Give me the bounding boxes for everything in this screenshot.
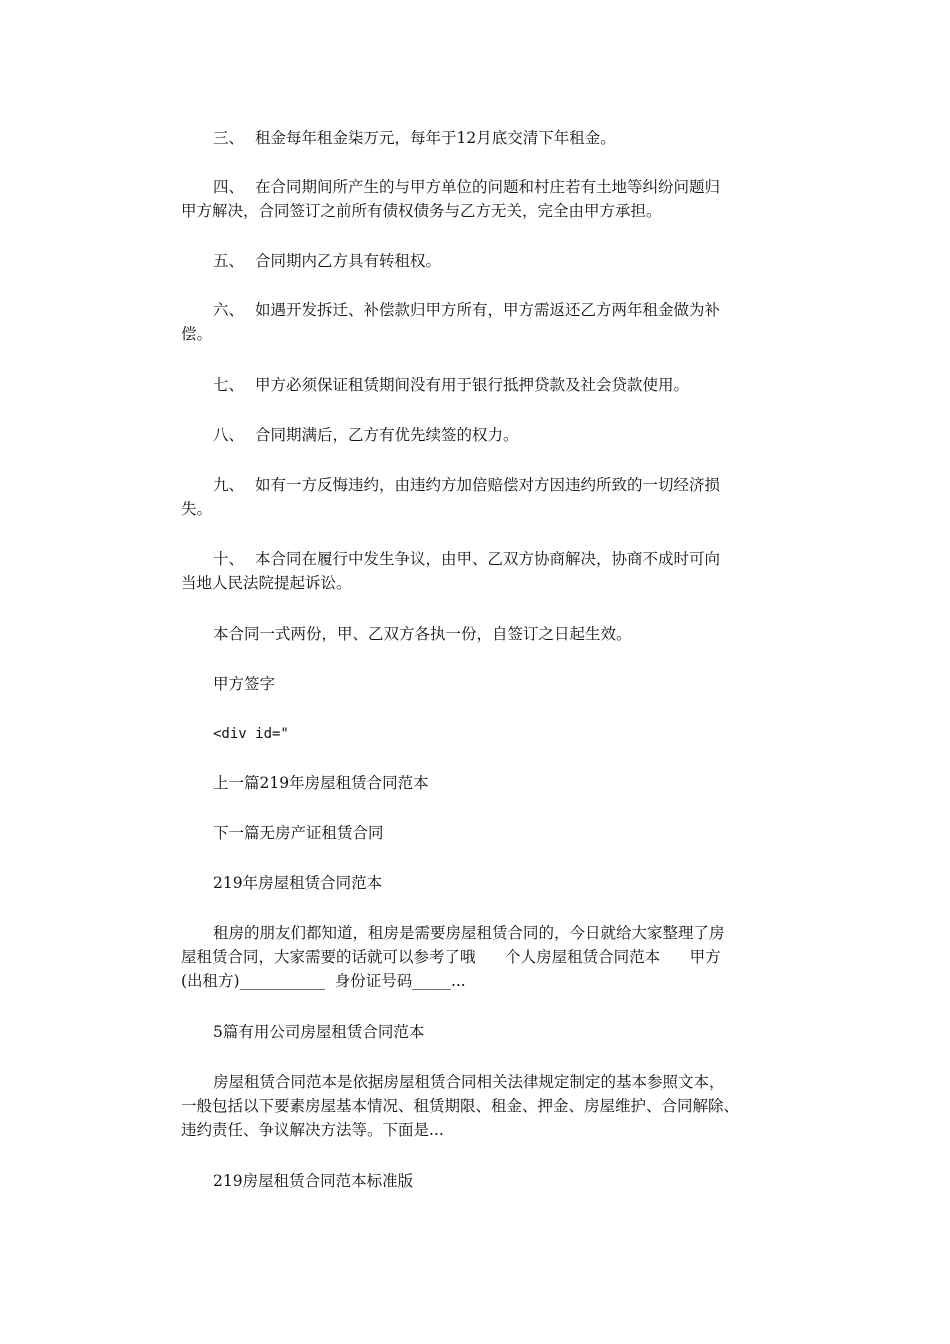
clause-text: 如有一方反悔违约，由违约方加倍赔偿对方因违约所致的一切经济损 [255, 476, 721, 494]
clause-10 [181, 547, 781, 595]
summary-line: 屋租赁合同，大家需要的话就可以参考了哦 个人房屋租赁合同范本 甲方 [181, 948, 721, 966]
clause-number: 七、 [213, 376, 245, 394]
party-a-signature [181, 672, 781, 696]
related-summary-2 [181, 1070, 781, 1142]
clause-number: 三、 [213, 129, 245, 147]
next-article-link[interactable] [181, 821, 781, 845]
clause-number: 五、 [213, 252, 245, 270]
clause-5 [181, 249, 781, 273]
clause-text: 本合同在履行中发生争议，由甲、乙双方协商解决，协商不成时可向 [255, 550, 721, 568]
summary-line: 房屋租赁合同范本是依据房屋租赁合同相关法律规定制定的基本参照文本， [213, 1073, 725, 1091]
related-title[interactable]: 5篇有用公司房屋租赁合同范本 [213, 1023, 425, 1041]
clause-text: 租金每年租金柒万元，每年于12月底交清下年租金。 [255, 129, 616, 147]
clause-3 [181, 126, 781, 150]
clause-text: 合同期内乙方具有转租权。 [255, 252, 442, 270]
prev-article-link[interactable] [181, 771, 781, 795]
clause-text: 偿。 [181, 325, 213, 343]
clause-number: 六、 [213, 301, 245, 319]
summary-line: (出租方)___________ 身份证号码_____... [181, 972, 466, 990]
clause-number: 四、 [213, 178, 245, 196]
related-title[interactable]: 219年房屋租赁合同范本 [213, 874, 383, 892]
summary-line: 租房的朋友们都知道，租房是需要房屋租赁合同的，今日就给大家整理了房 [213, 924, 725, 942]
clause-text: 在合同期间所产生的与甲方单位的问题和村庄若有土地等纠纷问题归 [255, 178, 721, 196]
related-article-2[interactable] [181, 1020, 781, 1044]
clause-6 [181, 298, 781, 346]
summary-line: 一般包括以下要素房屋基本情况、租赁期限、租金、押金、房屋维护、合同解除、 [181, 1097, 740, 1115]
prev-article-label[interactable]: 上一篇219年房屋租赁合同范本 [213, 774, 429, 792]
clause-8 [181, 423, 781, 447]
copies-text: 本合同一式两份，甲、乙双方各执一份，自签订之日起生效。 [213, 625, 632, 643]
clause-7 [181, 373, 781, 397]
related-article-1[interactable] [181, 871, 781, 895]
clause-9 [181, 473, 781, 521]
clause-4 [181, 175, 781, 223]
summary-line: 违约责任、争议解决方法等。下面是... [181, 1121, 444, 1139]
related-article-3[interactable] [181, 1169, 781, 1193]
clause-text: 合同期满后，乙方有优先续签的权力。 [255, 426, 519, 444]
clause-text: 失。 [181, 500, 213, 518]
party-a-signature-label: 甲方签字 [213, 675, 276, 693]
clause-text: 甲方解决，合同签订之前所有债权债务与乙方无关，完全由甲方承担。 [181, 202, 662, 220]
clause-text: 甲方必须保证租赁期间没有用于银行抵押贷款及社会贷款使用。 [255, 376, 690, 394]
clause-number: 九、 [213, 476, 245, 494]
stray-code-text [181, 722, 781, 746]
stray-code: <div id=" [213, 726, 289, 742]
clause-number: 十、 [213, 550, 245, 568]
related-title[interactable]: 219房屋租赁合同范本标准版 [213, 1172, 414, 1190]
clause-text: 如遇开发拆迁、补偿款归甲方所有，甲方需返还乙方两年租金做为补 [255, 301, 721, 319]
related-summary-1 [181, 921, 781, 993]
copies-statement [181, 622, 781, 646]
next-article-label[interactable]: 下一篇无房产证租赁合同 [213, 824, 384, 842]
clause-text: 当地人民法院提起诉讼。 [181, 574, 352, 592]
clause-number: 八、 [213, 426, 245, 444]
